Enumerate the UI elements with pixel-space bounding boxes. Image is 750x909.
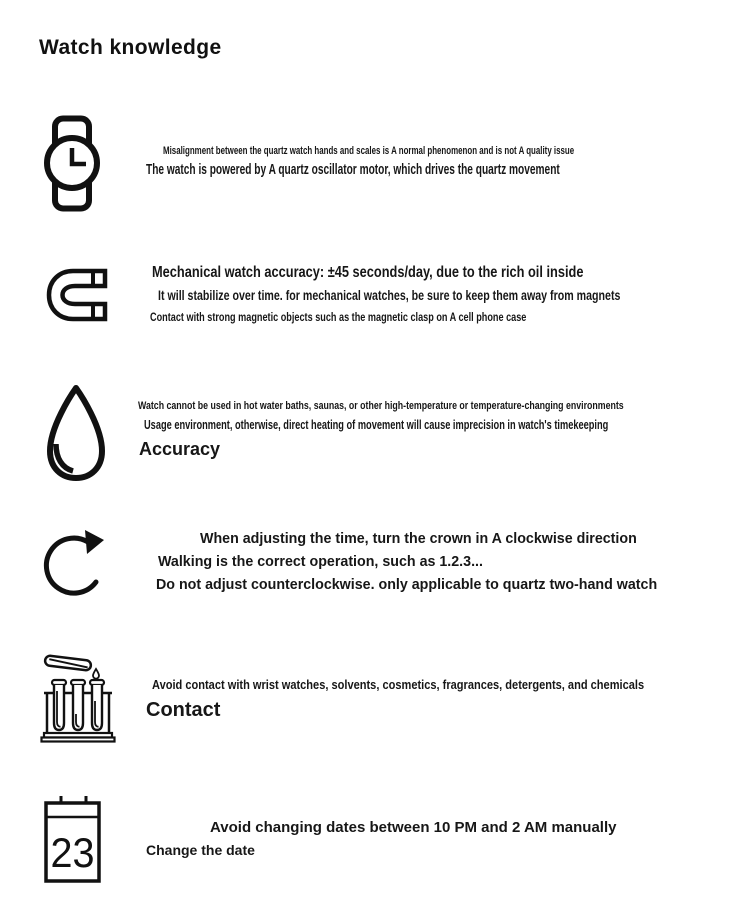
section-text-line: Usage environment, otherwise, direct heating of movement will cause imprecision in watch's timekeeping bbox=[144, 418, 609, 432]
section-text-line: The watch is powered by A quartz oscillator motor, which drives the quartz movement bbox=[146, 162, 560, 178]
calendar-day: 23 bbox=[50, 829, 95, 876]
test-tubes-icon bbox=[40, 650, 116, 743]
section-heading: Contact bbox=[146, 699, 221, 721]
clockwise-arrow-icon bbox=[40, 526, 108, 604]
section-text-line: Avoid changing dates between 10 PM and 2 AM manually bbox=[210, 819, 617, 836]
wristwatch-icon bbox=[42, 115, 102, 212]
section-text-line: Contact with strong magnetic objects such as the magnetic clasp on A cell phone case bbox=[150, 310, 527, 324]
water-drop-icon bbox=[42, 382, 110, 483]
section-text-line: It will stabilize over time. for mechanical watches, be sure to keep them away from magnets bbox=[158, 287, 621, 303]
section-text-line: Misalignment between the quartz watch hands and scales is A normal phenomenon and is not A quality issue bbox=[163, 145, 575, 157]
section-text-line: Walking is the correct operation, such as 1.2.3... bbox=[158, 553, 483, 570]
section-text-line: Do not adjust counterclockwise. only applicable to quartz two-hand watch bbox=[156, 576, 658, 593]
section-text-line: Watch cannot be used in hot water baths, saunas, or other high-temperature or temperature-changing environments bbox=[138, 400, 624, 412]
page-title: Watch knowledge bbox=[39, 36, 222, 59]
section-heading: Accuracy bbox=[139, 439, 221, 459]
section-text-line: Mechanical watch accuracy: ±45 seconds/day, due to the rich oil inside bbox=[152, 264, 584, 281]
calendar-icon bbox=[42, 794, 103, 885]
section-text-line: Change the date bbox=[146, 842, 255, 858]
section-text-line: When adjusting the time, turn the crown in A clockwise direction bbox=[200, 530, 637, 547]
section-text-line: Avoid contact with wrist watches, solvents, cosmetics, fragrances, detergents, and chemicals bbox=[152, 677, 645, 692]
magnet-icon bbox=[46, 267, 108, 323]
